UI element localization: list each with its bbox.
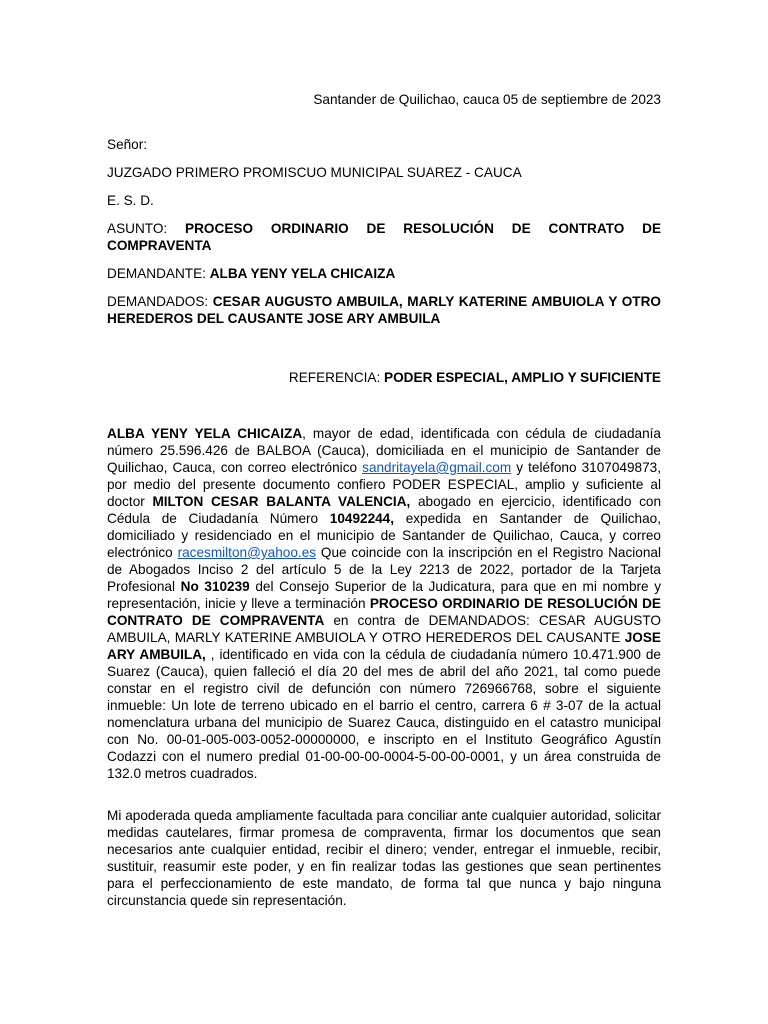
salutation: Señor: xyxy=(107,137,148,152)
text-span: en contra de DEMANDADOS: CESAR AUGUSTO AMBUILA, MARLY KATERINE AMBUIOLA Y OTRO HEREDEROS DEL CAUSANTE xyxy=(107,613,661,645)
text-span: expedida en Santander de Quilichao, domiciliado y residenciado en el municipio de Santander de Quilichao, Cauca, y correo electrónico xyxy=(107,511,661,560)
text-span: abogado en ejercicio, identificado con Cédula de Ciudadanía Número xyxy=(107,494,662,526)
causante-name: JOSE ARY AMBUILA, xyxy=(107,630,661,662)
text-span: y teléfono 3107049873, por medio del presente documento confiero PODER ESPECIAL, amplio y suficiente al doctor xyxy=(107,460,661,509)
demandados-value: CESAR AUGUSTO AMBUILA, MARLY KATERINE AMBUIOLA Y OTRO HEREDEROS DEL CAUSANTE JOSE ARY AMBUILA xyxy=(107,294,661,326)
professional-card: No 310239 xyxy=(180,579,250,594)
grantor-email-link[interactable]: sandritayela@gmail.com xyxy=(362,460,512,475)
body-paragraph-1 xyxy=(107,425,661,782)
court-name: JUZGADO PRIMERO PROMISCUO MUNICIPAL SUAREZ - CAUCA xyxy=(107,165,522,180)
demandados-line xyxy=(107,293,661,327)
process-name: PROCESO ORDINARIO DE RESOLUCIÓN DE CONTRATO DE COMPRAVENTA xyxy=(107,596,662,628)
lawyer-name: MILTON CESAR BALANTA VALENCIA, xyxy=(152,494,411,509)
text-span: , identificado en vida con la cédula de ciudadanía número 10.471.900 de Suarez (Cauca), quien falleció el día 20 del mes de abril del año 2021, tal como puede constar en el registro civil de defunción con número 726966768, sobre el siguiente inmueble: Un lote de terreno ubicado en el barrio el centro, carrera 6 # 3-07 de la actual nomenclatura urbana del municipio de Suarez Cauca, distinguido en el catastro municipal con No. 00-01-005-003-0052-00000000, e inscripto en el Instituto Geográfico Agustín Codazzi con el numero predial 01-00-00-00-0004-5-00-00-0001, y un área construida de 132.0 metros cuadrados. xyxy=(107,647,661,781)
referencia-label: REFERENCIA: xyxy=(288,370,385,385)
text-span: , mayor de edad, identificada con cédula de ciudadanía número 25.596.426 de BALBOA (Cauca), domiciliada en el municipio de Santander de Quilichao, Cauca, con correo electrónico xyxy=(107,426,661,475)
referencia-line xyxy=(107,369,661,386)
demandante-line xyxy=(107,265,661,282)
asunto-label: ASUNTO: xyxy=(107,221,186,236)
demandados-label: DEMANDADOS: xyxy=(107,294,213,309)
demandante-label: DEMANDANTE: xyxy=(107,266,210,281)
text-span: Que coincide con la inscripción en el Registro Nacional de Abogados Inciso 2 del artículo 5 de la Ley 2213 de 2022, portador de la Tarjeta Profesional xyxy=(107,545,662,594)
esd-line: E. S. D. xyxy=(107,193,154,208)
lawyer-email-link[interactable]: racesmilton@yahoo.es xyxy=(177,545,317,560)
text-span: del Consejo Superior de la Judicatura, para que en mi nombre y representación, inicie y lleve a terminación xyxy=(107,579,662,611)
grantor-name: ALBA YENY YELA CHICAIZA xyxy=(107,426,303,441)
body-paragraph-2: Mi apoderada queda ampliamente facultada para conciliar ante cualquier autoridad, solicitar medidas cautelares, firmar promesa de compraventa, firmar los documentos que sean necesarios ante cualquier entidad, recibir el dinero; vender, entregar el inmueble, recibir, sustituir, reasumir este poder, y en fin realizar todas las gestiones que sean pertinentes para el perfeccionamiento de este mandato, de forma tal que nunca y bajo ninguna circunstancia quede sin representación. xyxy=(107,808,661,908)
asunto-line xyxy=(107,220,661,254)
referencia-value: PODER ESPECIAL, AMPLIO Y SUFICIENTE xyxy=(384,370,661,385)
asunto-value: PROCESO ORDINARIO DE RESOLUCIÓN DE CONTRATO DE COMPRAVENTA xyxy=(107,221,662,253)
date-line: Santander de Quilichao, cauca 05 de septiembre de 2023 xyxy=(313,92,661,107)
demandante-value: ALBA YENY YELA CHICAIZA xyxy=(209,266,396,281)
lawyer-id: 10492244, xyxy=(329,511,395,526)
